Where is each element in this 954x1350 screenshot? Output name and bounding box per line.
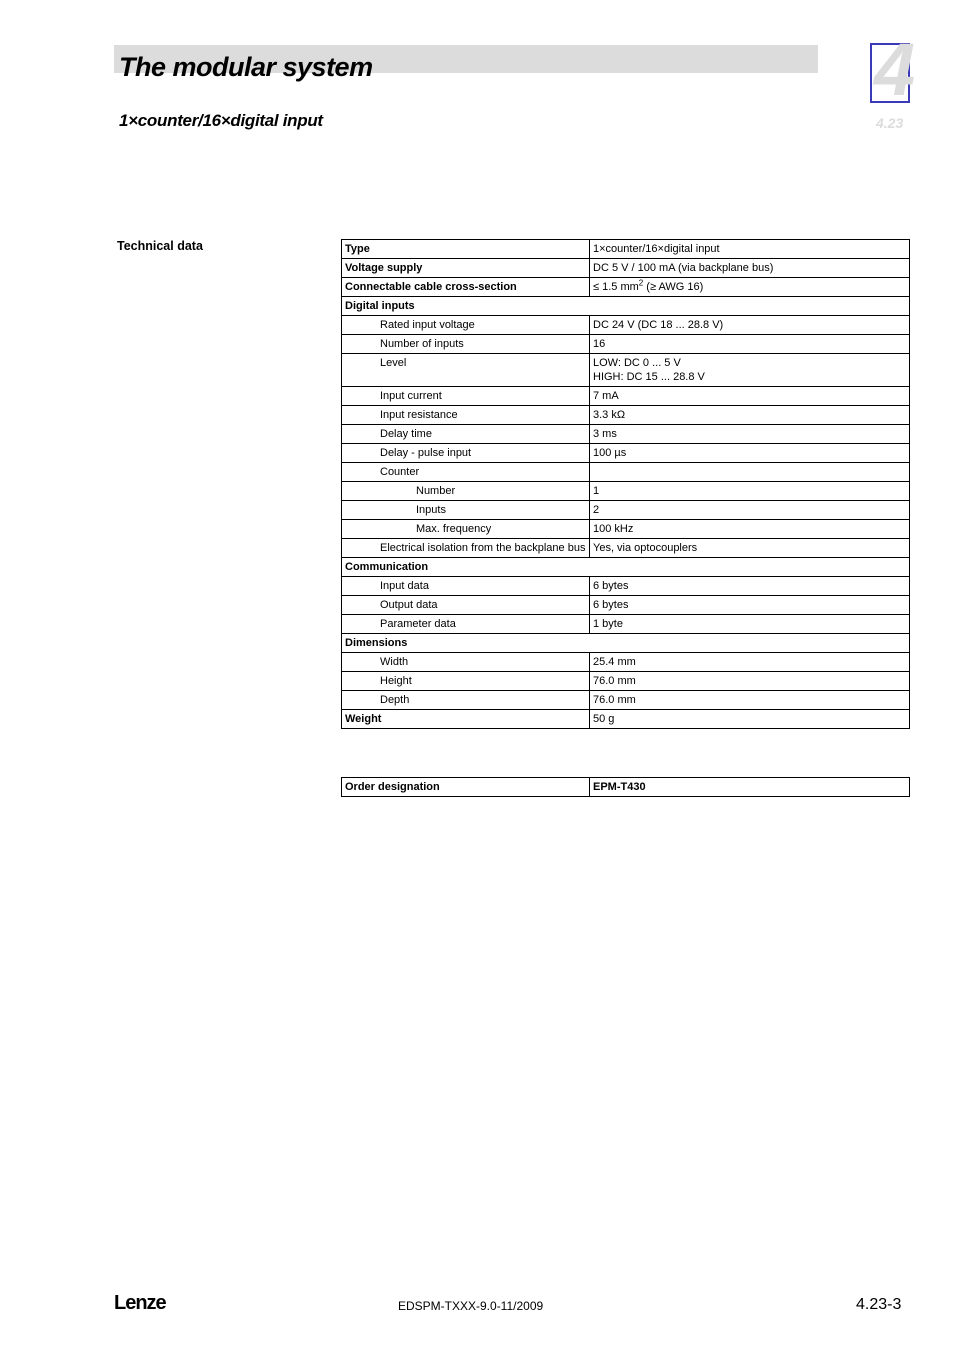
row-label: Inputs [342,501,590,520]
row-label: Rated input voltage [342,316,590,335]
document-id: EDSPM-TXXX-9.0-11/2009 [398,1299,544,1313]
row-value: 6 bytes [590,577,910,596]
table-row [342,615,910,634]
chapter-subnumber: 4.23 [876,115,904,131]
row-label: Counter [342,463,590,482]
row-label: Parameter data [342,615,590,634]
row-value: 7 mA [590,387,910,406]
table-row [342,259,910,278]
table-row [342,335,910,354]
row-label: Output data [342,596,590,615]
row-value: 1 [590,482,910,501]
table-row [342,297,910,316]
table-row [342,778,910,797]
row-label: Depth [342,691,590,710]
row-label: Input data [342,577,590,596]
row-label: Voltage supply [342,259,590,278]
order-label: Order designation [342,778,590,797]
row-label: Type [342,240,590,259]
row-value: 76.0 mm [590,672,910,691]
section-heading-communication: Communication [342,558,910,577]
row-value: 25.4 mm [590,653,910,672]
row-label: Input current [342,387,590,406]
row-label: Number [342,482,590,501]
level-high: HIGH: DC 15 ... 28.8 V [593,371,705,383]
row-value [590,463,910,482]
table-row [342,482,910,501]
level-low: LOW: DC 0 ... 5 V [593,357,681,369]
cable-value-sup: 2 [638,278,644,288]
section-heading-digital-inputs: Digital inputs [342,297,910,316]
table-row [342,387,910,406]
row-label: Weight [342,710,590,729]
row-value: Yes, via optocouplers [590,539,910,558]
row-value: 1 byte [590,615,910,634]
row-label: Delay time [342,425,590,444]
chapter-number: 4 [874,28,916,111]
row-label: Level [342,354,590,387]
table-row [342,406,910,425]
row-value: 76.0 mm [590,691,910,710]
row-value: 100 µs [590,444,910,463]
table-row [342,501,910,520]
chapter-marker [870,28,916,111]
row-value [590,278,910,297]
row-label: Delay - pulse input [342,444,590,463]
row-value [590,354,910,387]
row-value: 16 [590,335,910,354]
row-label: Width [342,653,590,672]
page-number: 4.23-3 [856,1296,902,1313]
section-heading-dimensions: Dimensions [342,634,910,653]
row-label: Input resistance [342,406,590,425]
table-row [342,672,910,691]
row-value: 50 g [590,710,910,729]
table-row [342,596,910,615]
row-value: 3.3 kΩ [590,406,910,425]
cable-value-prefix: ≤ 1.5 mm [593,281,639,293]
row-value: 1×counter/16×digital input [590,240,910,259]
table-row [342,354,910,387]
table-row [342,520,910,539]
table-row [342,710,910,729]
table-row [342,425,910,444]
row-value: 6 bytes [590,596,910,615]
row-label: Number of inputs [342,335,590,354]
row-label: Connectable cable cross-section [342,278,590,297]
table-row [342,653,910,672]
section-subtitle: 1×counter/16×digital input [119,111,323,130]
row-value: 3 ms [590,425,910,444]
row-value: 2 [590,501,910,520]
row-value: DC 5 V / 100 mA (via backplane bus) [590,259,910,278]
order-value: EPM-T430 [590,778,910,797]
table-row [342,577,910,596]
table-row [342,444,910,463]
lenze-logo: Lenze [114,1292,166,1314]
cable-value-suffix: (≥ AWG 16) [643,281,704,293]
row-label: Height [342,672,590,691]
table-row [342,240,910,259]
row-label: Max. frequency [342,520,590,539]
table-row [342,558,910,577]
side-label-technical-data: Technical data [117,239,203,253]
table-row [342,316,910,335]
table-row [342,463,910,482]
table-row [342,634,910,653]
row-value: 100 kHz [590,520,910,539]
table-row [342,691,910,710]
row-label: Electrical isolation from the backplane bus [342,539,590,558]
page-title: The modular system [119,52,373,82]
technical-data-table [341,239,910,729]
table-row [342,539,910,558]
row-value: DC 24 V (DC 18 ... 28.8 V) [590,316,910,335]
order-designation-table [341,777,910,797]
table-row [342,278,910,297]
